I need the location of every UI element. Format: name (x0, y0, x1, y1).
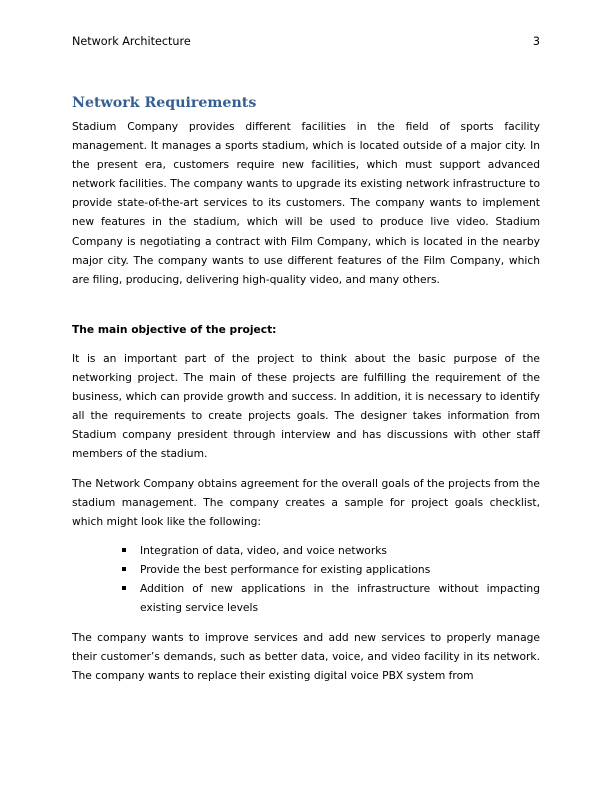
intro-paragraph: Stadium Company provides different facilities in the field of sports facility management. It manages a sports stadium, which is located outside of a major city. In the present era, customers require new facilities, which must support advanced network facilities. The company wants to upgrade its existing network infrastructure to provide state-of-the-art services to its customers. The company wants to implement new features in the stadium, which will be used to produce live video. Stadium Company is negotiating a contract with Film Company, which is located in the nearby major city. The company wants to use different features of the Film Company, which are filing, producing, delivering high-quality video, and many others. (72, 120, 540, 286)
list-item: Addition of new applications in the infrastructure without impacting existing service levels (140, 579, 540, 617)
bullet-square-icon (122, 586, 126, 590)
goals-checklist (140, 541, 540, 617)
list-item: Integration of data, video, and voice networks (140, 541, 540, 560)
page-header (72, 35, 540, 48)
objective-paragraph: It is an important part of the project to think about the basic purpose of the networking project. The main of these projects are fulfilling the requirement of the business, which can provide growth and success. In addition, it is necessary to identify all the requirements to create projects goals. The designer takes information from Stadium company president through interview and has discussions with other staff members of the stadium. (72, 352, 540, 461)
goals-paragraph: The Network Company obtains agreement for the overall goals of the projects from the stadium management. The company creates a sample for project goals checklist, which might look like the following: (72, 477, 540, 529)
bullet-square-icon (122, 567, 126, 571)
objective-heading: The main objective of the project: (72, 323, 277, 336)
section-heading: Network Requirements (72, 95, 257, 111)
page-number: 3 (532, 35, 540, 48)
services-paragraph: The company wants to improve services and add new services to properly manage their customer’s demands, such as better data, voice, and video facility in its network. The company wants to replace their existing digital voice PBX system from (72, 631, 540, 683)
running-head-title: Network Architecture (72, 35, 191, 48)
list-item: Provide the best performance for existing applications (140, 560, 540, 579)
bullet-square-icon (122, 548, 126, 552)
